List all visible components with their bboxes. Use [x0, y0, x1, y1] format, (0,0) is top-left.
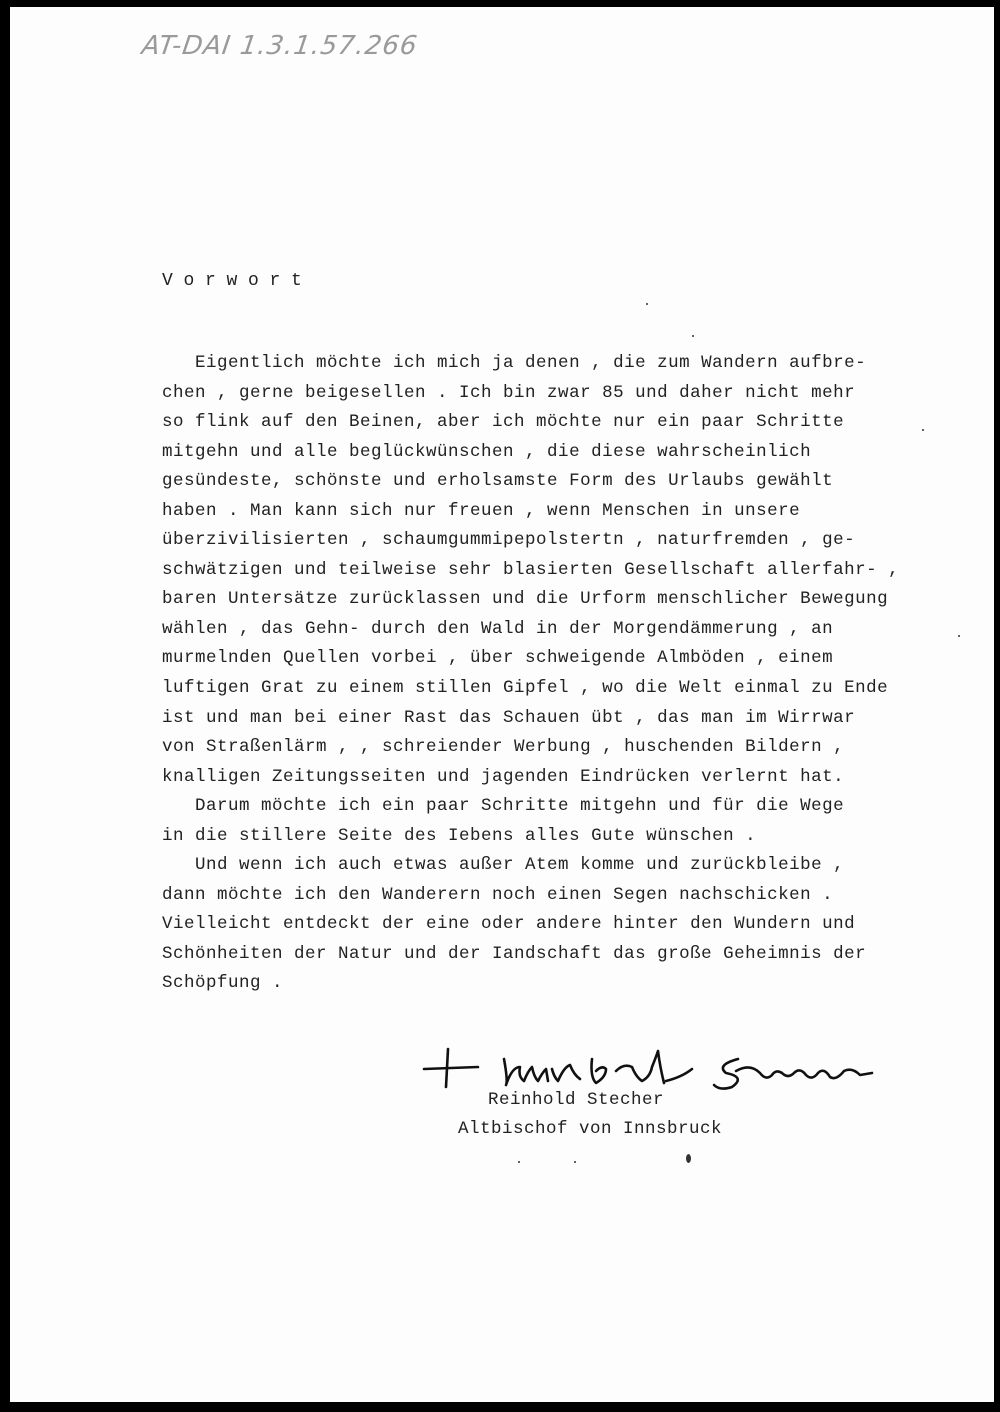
body-line: wählen , das Gehn- durch den Wald in der Morgendämmerung , an — [162, 618, 834, 639]
ink-speck — [646, 303, 648, 305]
body-line: Eigentlich möchte ich mich ja denen , die zum Wandern aufbre- — [162, 353, 867, 373]
body-line: chen , gerne beigesellen . Ich bin zwar 85 und daher nicht mehr — [162, 382, 856, 403]
body-line: gesündeste, schönste und erholsamste Form des Urlaubs gewählt — [162, 471, 834, 492]
body-line: von Straßenlärm , , schreiender Werbung , huschenden Bildern , — [162, 737, 845, 758]
body-line: luftigen Grat zu einem stillen Gipfel , wo die Welt einmal zu Ende — [162, 678, 889, 699]
ink-speck — [692, 335, 694, 337]
body-line: schwätzigen und teilweise sehr blasierten Gesellschaft allerfahr- , — [162, 559, 900, 580]
body-line: mitgehn und alle beglückwünschen , die diese wahrscheinlich — [162, 441, 812, 462]
body-line: knalligen Zeitungsseiten und jagenden Eindrücken verlernt hat. — [162, 766, 845, 787]
body-line: ist und man bei einer Rast das Schauen übt , das man im Wirrwar — [162, 707, 856, 728]
ink-speck — [958, 635, 960, 637]
body-line: Vielleicht entdeckt der eine oder andere hinter den Wundern und — [162, 914, 856, 935]
signatory-title: Altbischof von Innsbruck — [458, 1119, 723, 1139]
ink-speck — [686, 1154, 691, 1163]
body-line: in die stillere Seite des Iebens alles Gute wünschen . — [162, 825, 757, 846]
body-line: Darum möchte ich ein paar Schritte mitgehn und für die Wege — [162, 796, 845, 817]
handwritten-signature — [420, 1037, 880, 1097]
document-body — [162, 349, 962, 999]
ink-speck — [574, 1161, 576, 1163]
body-line: dann möchte ich den Wanderern noch einen Segen nachschicken . — [162, 884, 834, 905]
signatory-name: Reinhold Stecher — [488, 1090, 665, 1110]
body-line: überzivilisierten , schaumgummipepolstertn , naturfremden , ge- — [162, 530, 856, 551]
body-line: so flink auf den Beinen, aber ich möchte nur ein paar Schritte — [162, 412, 845, 433]
document-heading: Vorwort — [162, 271, 313, 291]
ink-speck — [518, 1161, 520, 1163]
archive-reference-stamp: AT-DAI 1.3.1.57.266 — [139, 31, 420, 61]
body-line: Schönheiten der Natur und der Iandschaft das große Geheimnis der — [162, 943, 867, 964]
body-line: murmelnden Quellen vorbei , über schweigende Almböden , einem — [162, 648, 834, 669]
body-line: haben . Man kann sich nur freuen , wenn Menschen in unsere — [162, 500, 801, 521]
ink-speck — [922, 429, 924, 431]
body-line: baren Untersätze zurücklassen und die Urform menschlicher Bewegung — [162, 589, 889, 610]
body-line: Und wenn ich auch etwas außer Atem komme und zurückbleibe , — [162, 855, 845, 876]
body-line: Schöpfung . — [162, 973, 284, 994]
